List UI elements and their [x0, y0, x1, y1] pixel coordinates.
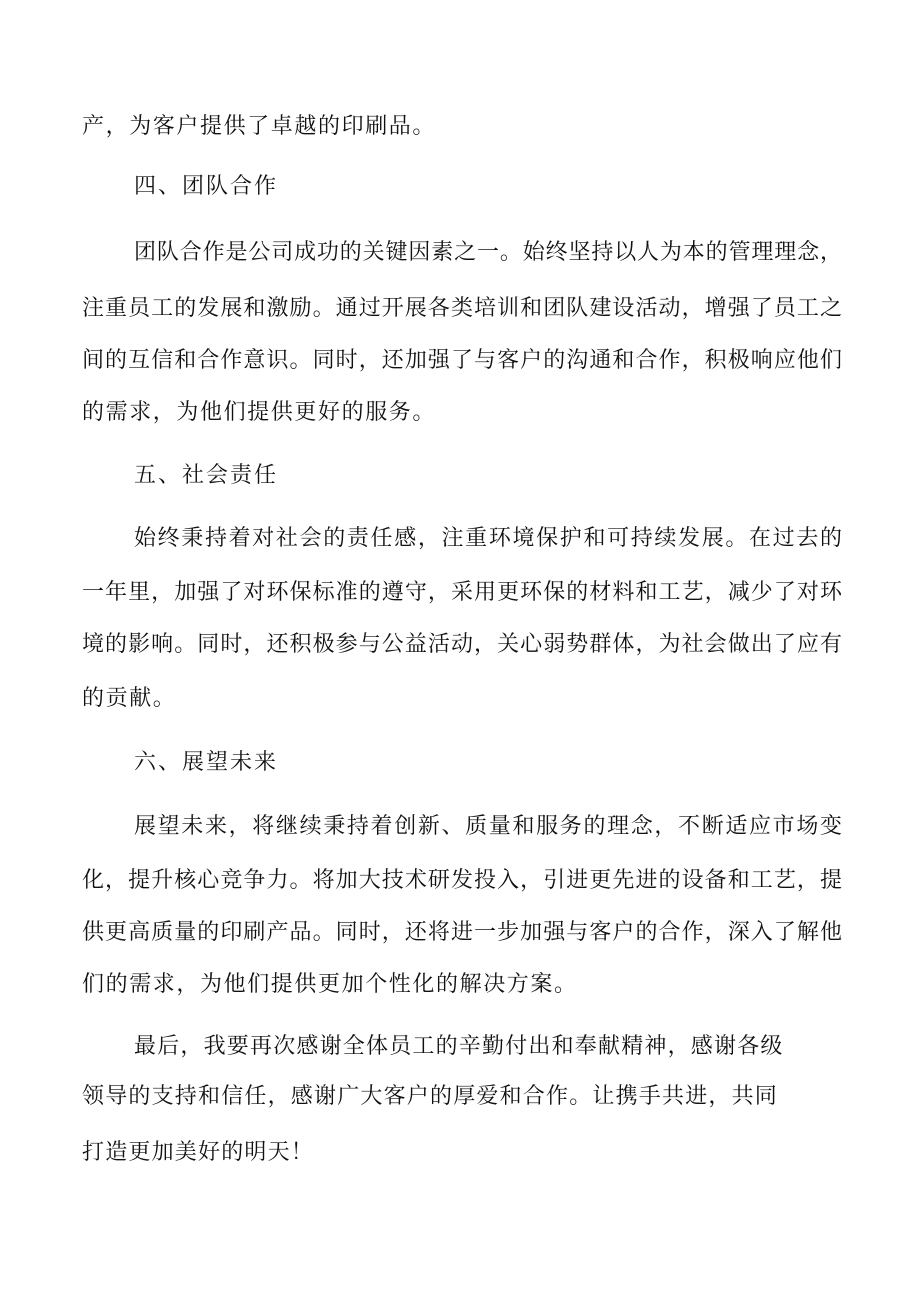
section-heading-social: 五、社会责任 [134, 463, 279, 488]
paragraph-line: 一年里，加强了对环保标准的遵守，采用更环保的材料和工艺，减少了对环 [82, 580, 842, 605]
paragraph-line: 团队合作是公司成功的关键因素之一。始终坚持以人为本的管理理念， [134, 240, 842, 265]
paragraph-line: 的需求，为他们提供更好的服务。 [82, 400, 437, 425]
paragraph-continuation: 产，为客户提供了卓越的印刷品。 [82, 114, 437, 139]
paragraph-line: 供更高质量的印刷产品。同时，还将进一步加强与客户的合作，深入了解他 [82, 920, 842, 945]
paragraph-line: 化，提升核心竞争力。将加大技术研发投入，引进更先进的设备和工艺，提 [82, 868, 842, 893]
paragraph-line: 们的需求，为他们提供更加个性化的解决方案。 [82, 972, 578, 997]
paragraph-line: 始终秉持着对社会的责任感，注重环境保护和可持续发展。在过去的 [134, 526, 842, 551]
paragraph-line: 展望未来，将继续秉持着创新、质量和服务的理念，不断适应市场变 [134, 814, 842, 839]
closing-line: 领导的支持和信任，感谢广大客户的厚爱和合作。让携手共进，共同 [82, 1084, 779, 1109]
closing-line: 最后，我要再次感谢全体员工的辛勤付出和奉献精神，感谢各级 [134, 1034, 784, 1059]
paragraph-line: 注重员工的发展和激励。通过开展各类培训和团队建设活动，增强了员工之 [82, 296, 842, 321]
section-heading-team: 四、团队合作 [134, 174, 279, 199]
closing-line: 打造更加美好的明天！ [82, 1140, 315, 1165]
paragraph-line: 境的影响。同时，还积极参与公益活动，关心弱势群体，为社会做出了应有 [82, 632, 842, 657]
paragraph-line: 间的互信和合作意识。同时，还加强了与客户的沟通和合作，积极响应他们 [82, 348, 842, 373]
paragraph-line: 的贡献。 [82, 686, 177, 711]
section-heading-future: 六、展望未来 [134, 750, 279, 775]
